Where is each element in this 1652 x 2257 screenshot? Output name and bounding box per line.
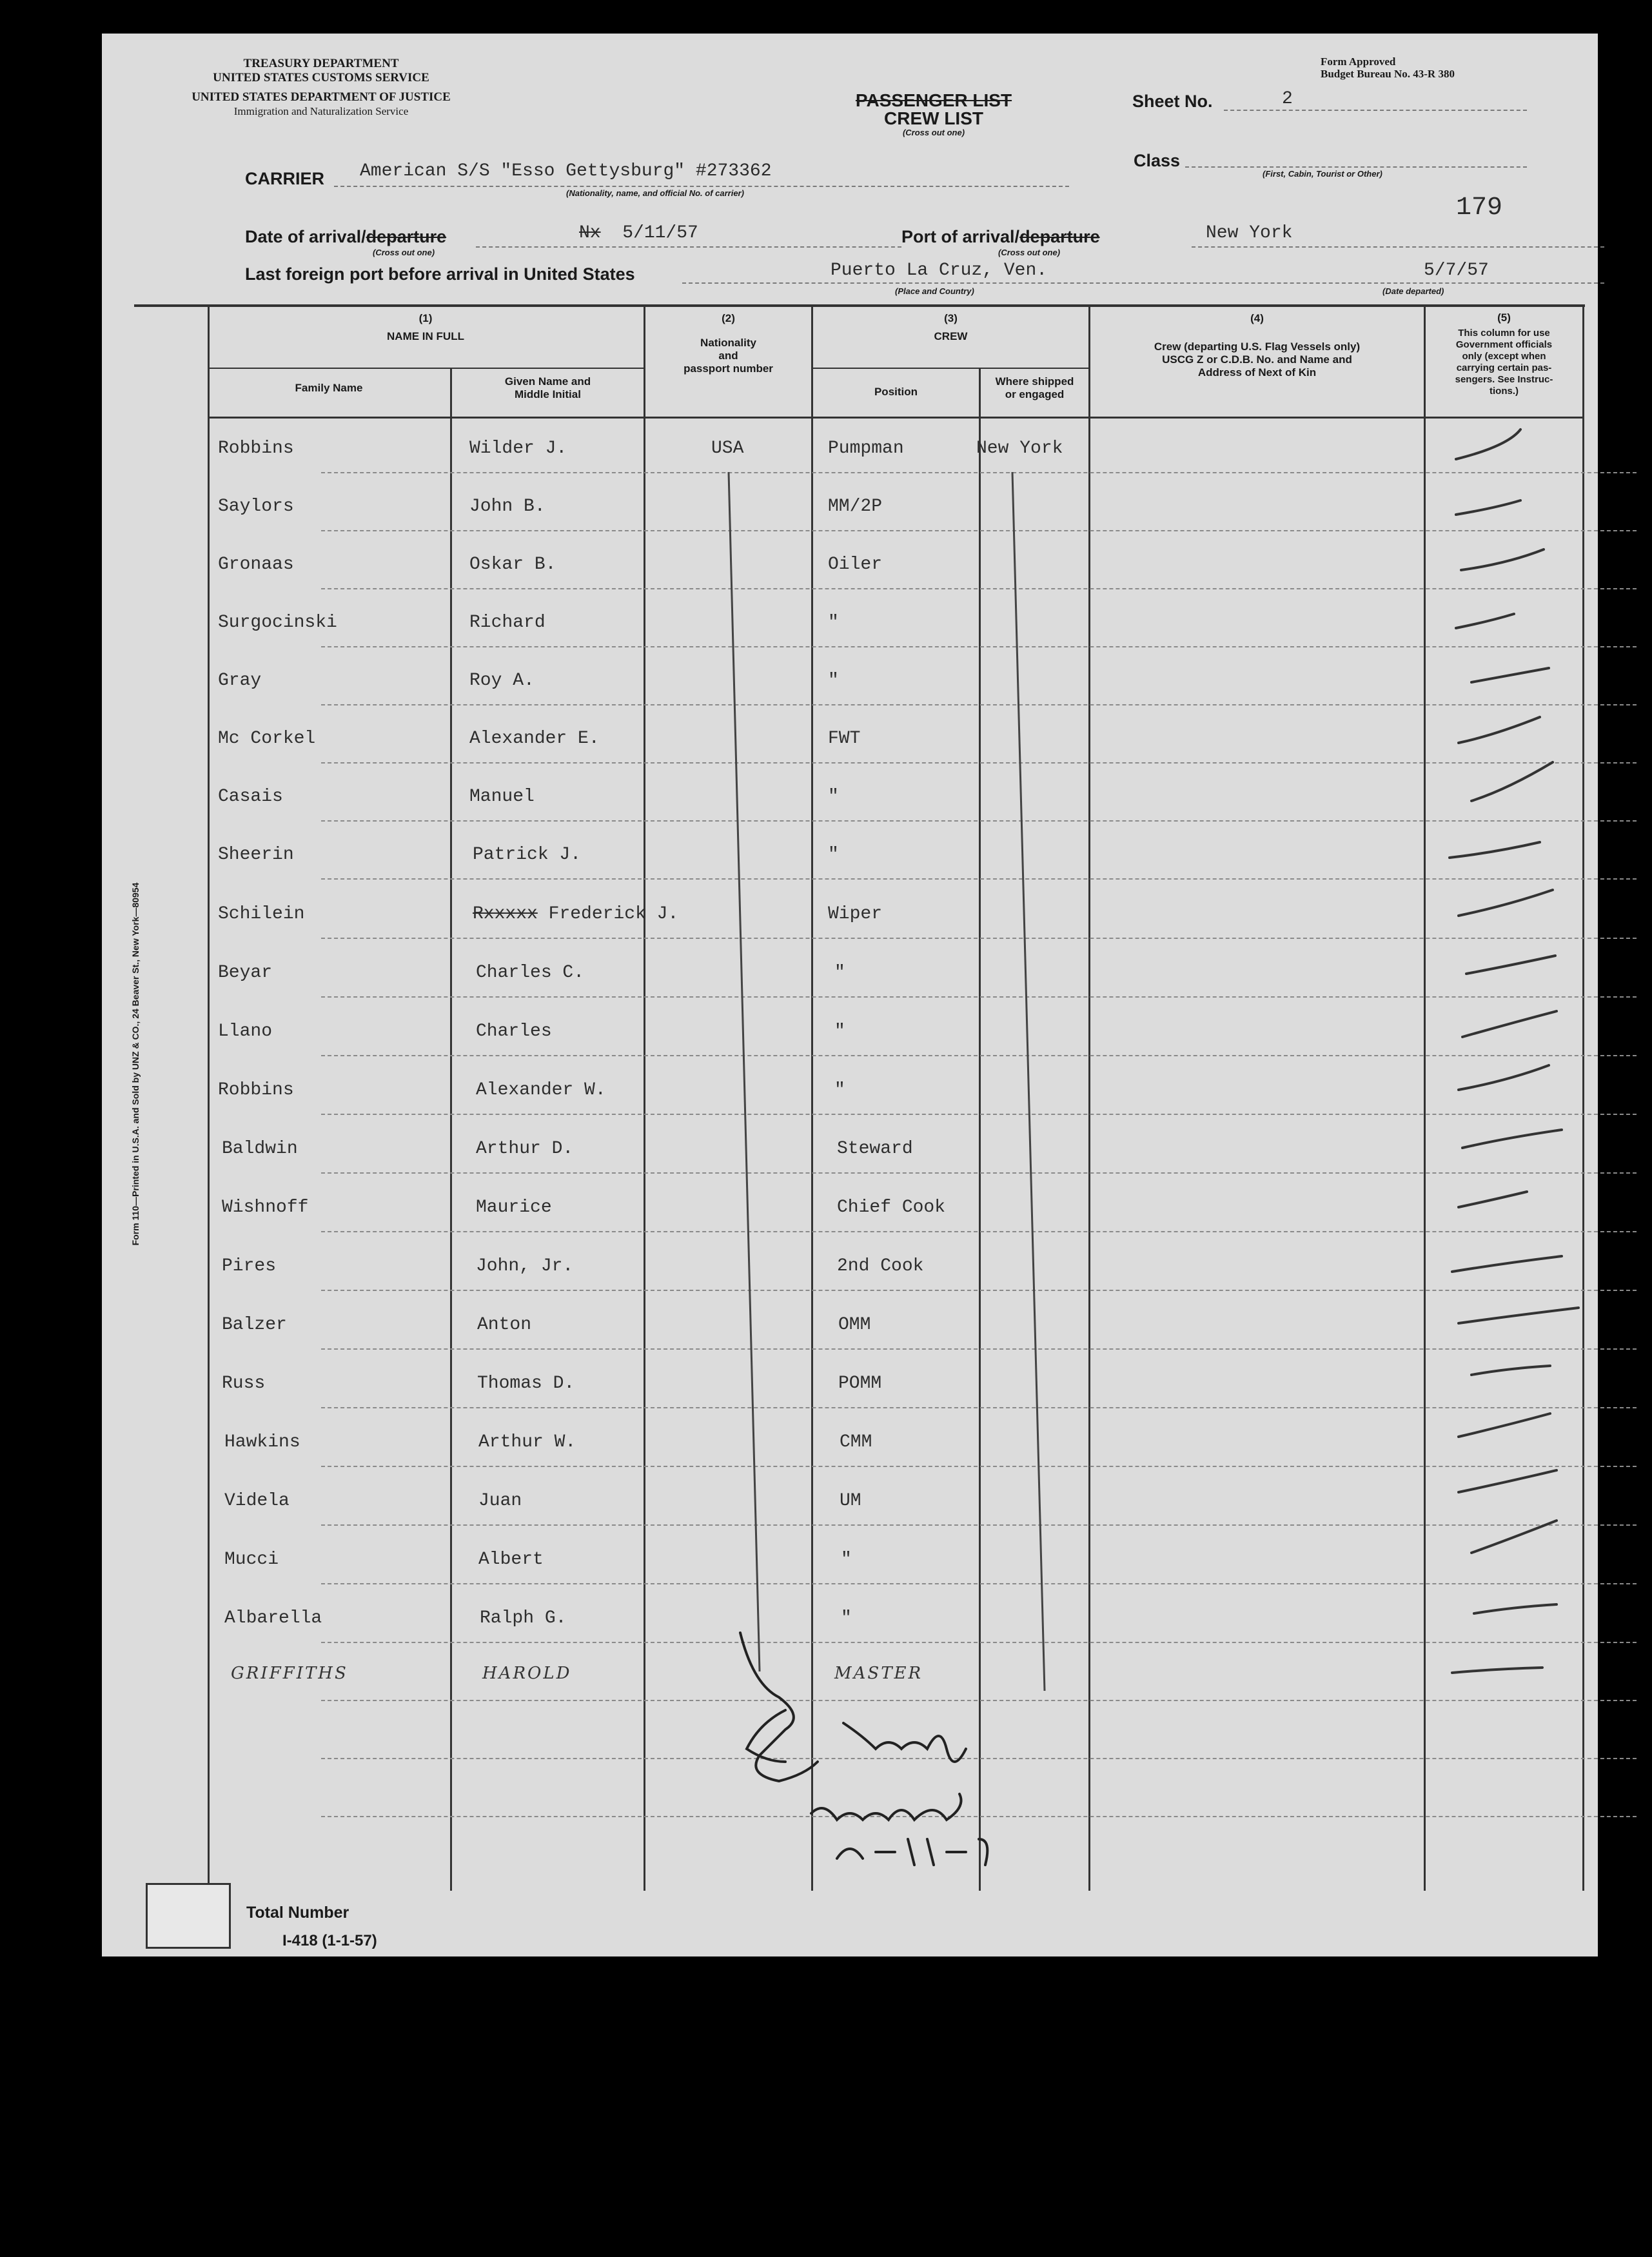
check-marks: [1450, 429, 1578, 1673]
given-name-cell: Arthur W.: [478, 1432, 576, 1452]
total-number-box: [146, 1883, 231, 1949]
col3-number: (3): [944, 312, 958, 324]
page-stamp-number: 179: [1456, 193, 1503, 222]
family-name-cell: Surgocinski: [218, 613, 337, 633]
port-cross-note: (Cross out one): [998, 248, 1061, 257]
given-name-cell: Richard: [469, 613, 546, 633]
position-header: Position: [874, 386, 918, 398]
position-cell-handwritten: MASTER: [834, 1664, 923, 1683]
handwritten-marks: [102, 34, 1598, 1956]
col5-number: (5): [1497, 311, 1511, 324]
col4-number: (4): [1250, 312, 1264, 324]
col4-line1: Crew (departing U.S. Flag Vessels only): [1154, 340, 1361, 353]
position-cell: ": [834, 963, 845, 983]
port-departure-struck: departure: [1019, 227, 1100, 246]
family-name-header: Family Name: [295, 382, 363, 394]
family-name-cell: Videla: [224, 1491, 290, 1511]
struck-given-text: Rxxxxx: [473, 904, 538, 924]
given-name-line2: Middle Initial: [515, 388, 581, 400]
agency-line-1: TREASURY DEPARTMENT: [243, 57, 399, 70]
family-name-cell: Robbins: [218, 1080, 294, 1100]
col1-number: (1): [418, 312, 433, 324]
cross-out-note: (Cross out one): [902, 128, 965, 137]
family-name-cell: Albarella: [224, 1608, 322, 1628]
date-struck-text: Nx: [579, 223, 601, 243]
given-name-cell: Patrick J.: [473, 845, 582, 865]
position-cell: Oiler: [828, 555, 883, 575]
col3-title: CREW: [934, 330, 968, 342]
date-departed-value: 5/7/57: [1424, 261, 1489, 281]
shipped-cell: New York: [976, 439, 1063, 458]
ditto-lines: [729, 472, 1045, 1691]
printer-note: Form 110—Printed in U.S.A. and Sold by UNZ & CO., 24 Beaver St., New York—80954: [130, 882, 141, 1246]
family-name-cell: Mucci: [224, 1550, 279, 1570]
given-name-cell: Alexander W.: [476, 1080, 606, 1100]
col5-line4: carrying certain pas-: [1456, 362, 1552, 373]
col5-line3: only (except when: [1462, 351, 1546, 362]
given-name-cell: Alexander E.: [469, 729, 600, 749]
class-label: Class: [1134, 151, 1181, 170]
agency-line-2: UNITED STATES CUSTOMS SERVICE: [213, 71, 429, 84]
position-cell: ": [828, 671, 839, 691]
position-cell: ": [834, 1021, 845, 1041]
port-of-arrival-value: New York: [1206, 223, 1293, 243]
family-name-cell: Mc Corkel: [218, 729, 316, 749]
agency-line-4: Immigration and Naturalization Service: [233, 105, 409, 117]
given-name-cell: Oskar B.: [469, 555, 556, 575]
given-name-cell: Wilder J.: [469, 439, 567, 458]
total-number-label: Total Number: [246, 1904, 349, 1922]
position-cell: OMM: [838, 1315, 871, 1335]
nationality-cell: USA: [711, 439, 744, 458]
position-cell: POMM: [838, 1374, 882, 1394]
date-cross-note: (Cross out one): [373, 248, 435, 257]
given-name-cell: Charles: [476, 1021, 552, 1041]
position-cell: FWT: [828, 729, 861, 749]
given-name-cell: Anton: [477, 1315, 532, 1335]
sheet-no-value: 2: [1282, 89, 1293, 109]
family-name-cell: Wishnoff: [222, 1197, 309, 1217]
form-approved-line: Form Approved: [1321, 55, 1396, 68]
date-of-arrival-text: Date of arrival/: [245, 227, 366, 246]
nationality-ditto-line: [729, 472, 760, 1671]
nat-line2: and: [718, 350, 738, 362]
position-cell: Steward: [837, 1139, 913, 1159]
family-name-cell: Baldwin: [222, 1139, 298, 1159]
sheet-no-label: Sheet No.: [1132, 92, 1213, 111]
position-cell: ": [828, 845, 839, 865]
given-name-cell: Charles C.: [476, 963, 585, 983]
crew-list-form: [102, 34, 1598, 1956]
passenger-list-title: PASSENGER LIST: [855, 90, 1012, 110]
nat-line3: passport number: [683, 362, 773, 375]
position-cell: ": [828, 613, 839, 633]
position-cell: ": [841, 1608, 852, 1628]
position-cell: ": [828, 787, 839, 807]
date-departure-struck: departure: [366, 227, 447, 246]
col4-line2: USCG Z or C.D.B. No. and Name and: [1162, 353, 1352, 366]
family-name-cell: Llano: [218, 1021, 273, 1041]
family-name-cell: Hawkins: [224, 1432, 300, 1452]
given-name-cell: Arthur D.: [476, 1139, 574, 1159]
budget-bureau-line: Budget Bureau No. 43-R 380: [1321, 68, 1455, 80]
col5-line5: sengers. See Instruc-: [1455, 374, 1553, 385]
given-name-cell: Thomas D.: [477, 1374, 575, 1394]
position-cell: CMM: [840, 1432, 872, 1452]
col5-line2: Government officials: [1455, 339, 1553, 350]
family-name-cell: Pires: [222, 1256, 277, 1276]
family-name-cell: Sheerin: [218, 845, 294, 865]
given-name-line1: Given Name and: [504, 375, 591, 388]
given-name-cell: Roy A.: [469, 671, 535, 691]
port-text: Port of arrival/: [901, 227, 1020, 246]
position-cell: ": [841, 1550, 852, 1570]
date-departed-note: (Date departed): [1382, 286, 1444, 296]
crew-list-title: CREW LIST: [884, 108, 983, 128]
given-name-cell: John, Jr.: [476, 1256, 574, 1276]
date-value: 5/11/57: [622, 223, 698, 243]
col5-line6: tions.): [1490, 386, 1519, 397]
col4-line3: Address of Next of Kin: [1197, 366, 1317, 379]
form-code: I-418 (1-1-57): [282, 1932, 377, 1949]
given-name-cell-handwritten: HAROLD: [482, 1664, 572, 1683]
given-name-cell: John B.: [469, 497, 546, 517]
carrier-value: American S/S "Esso Gettysburg" #273362: [360, 161, 772, 181]
where-line1: Where shipped: [995, 375, 1074, 388]
position-cell: Pumpman: [828, 439, 904, 458]
col1-title: NAME IN FULL: [387, 330, 464, 342]
family-name-cell: Gronaas: [218, 555, 294, 575]
family-name-cell: Schilein: [218, 904, 305, 924]
family-name-cell: Saylors: [218, 497, 294, 517]
family-name-cell: Casais: [218, 787, 283, 807]
given-name-text: Frederick J.: [548, 904, 679, 924]
given-name-cell: Maurice: [476, 1197, 552, 1217]
position-cell: Chief Cook: [837, 1197, 946, 1217]
carrier-note: (Nationality, name, and official No. of carrier): [566, 188, 744, 198]
given-name-cell: Juan: [478, 1491, 522, 1511]
position-cell: Wiper: [828, 904, 883, 924]
family-name-cell: Balzer: [222, 1315, 287, 1335]
carrier-label: CARRIER: [245, 169, 325, 188]
where-line2: or engaged: [1005, 388, 1065, 400]
given-name-cell: Manuel: [469, 787, 535, 807]
family-name-cell: Gray: [218, 671, 262, 691]
family-name-cell: Beyar: [218, 963, 273, 983]
last-foreign-port-value: Puerto La Cruz, Ven.: [831, 261, 1048, 281]
given-name-cell: Ralph G.: [480, 1608, 567, 1628]
family-name-cell: Robbins: [218, 439, 294, 458]
shipped-ditto-line: [1012, 472, 1045, 1691]
last-foreign-port-label: Last foreign port before arrival in United States: [245, 264, 635, 284]
agency-line-3: UNITED STATES DEPARTMENT OF JUSTICE: [192, 90, 451, 104]
signature: [740, 1633, 987, 1865]
class-note: (First, Cabin, Tourist or Other): [1263, 169, 1382, 179]
position-cell: MM/2P: [828, 497, 883, 517]
nat-line1: Nationality: [700, 337, 756, 349]
place-country-note: (Place and Country): [895, 286, 974, 296]
col5-line1: This column for use: [1458, 328, 1550, 339]
position-cell: 2nd Cook: [837, 1256, 924, 1276]
position-cell: UM: [840, 1491, 861, 1511]
family-name-cell: Russ: [222, 1374, 266, 1394]
given-name-cell: Albert: [478, 1550, 544, 1570]
family-name-cell-handwritten: GRIFFITHS: [231, 1664, 348, 1683]
position-cell: ": [834, 1080, 845, 1100]
col2-number: (2): [722, 312, 735, 324]
